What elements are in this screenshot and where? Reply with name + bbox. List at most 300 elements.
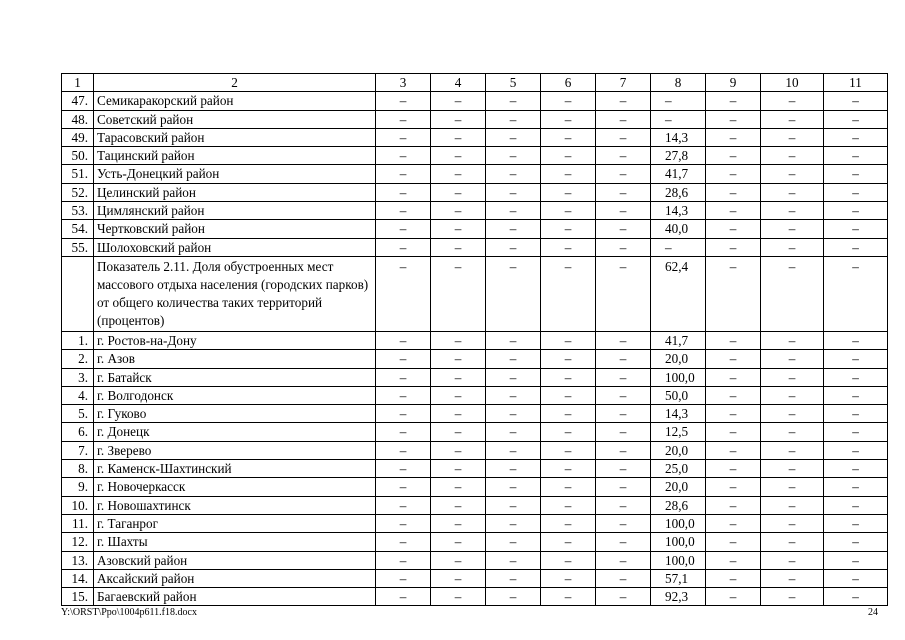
table-cell-col-4: – <box>431 183 486 201</box>
footer-page-number: 24 <box>868 607 878 618</box>
table-cell-col-6: – <box>541 405 596 423</box>
table-cell-col-6: – <box>541 496 596 514</box>
table-cell-col-11: – <box>824 256 888 331</box>
table-cell-col-11: – <box>824 92 888 110</box>
table-cell-col-10: – <box>761 533 824 551</box>
table-cell-col-5: – <box>486 405 541 423</box>
table-cell-col-5: – <box>486 368 541 386</box>
column-header: 11 <box>824 74 888 92</box>
table-cell-col-9: – <box>706 460 761 478</box>
table-cell-col-6: – <box>541 238 596 256</box>
table-cell-col-11: – <box>824 331 888 349</box>
table-cell-col-8: 50,0 <box>651 386 706 404</box>
table-cell-col-8: 41,7 <box>651 165 706 183</box>
table-row <box>62 165 888 183</box>
table-cell-col-5: – <box>486 331 541 349</box>
table-cell-col-5: – <box>486 460 541 478</box>
table-cell-col-7: – <box>596 128 651 146</box>
table-cell-col-5: – <box>486 147 541 165</box>
table-cell-col-7: – <box>596 165 651 183</box>
table-row <box>62 478 888 496</box>
table-cell-col-4: – <box>431 405 486 423</box>
table-cell-col-9: – <box>706 147 761 165</box>
row-number: 50. <box>62 147 94 165</box>
table-cell-col-10: – <box>761 588 824 606</box>
table-row <box>62 183 888 201</box>
table-cell-col-5: – <box>486 110 541 128</box>
table-cell-col-11: – <box>824 350 888 368</box>
table-cell-col-6: – <box>541 551 596 569</box>
table-cell-col-5: – <box>486 588 541 606</box>
table-cell-col-3: – <box>376 350 431 368</box>
table-cell-col-9: – <box>706 496 761 514</box>
table-cell-col-9: – <box>706 350 761 368</box>
table-cell-col-7: – <box>596 405 651 423</box>
table-cell-col-8: 20,0 <box>651 441 706 459</box>
table-cell-col-5: – <box>486 220 541 238</box>
table-cell-col-8: 20,0 <box>651 478 706 496</box>
column-header: 10 <box>761 74 824 92</box>
table-cell-col-9: – <box>706 92 761 110</box>
row-number: 52. <box>62 183 94 201</box>
table-cell-col-6: – <box>541 350 596 368</box>
row-number <box>62 256 94 331</box>
table-cell-col-11: – <box>824 220 888 238</box>
table-cell-col-8: 100,0 <box>651 514 706 532</box>
row-number: 53. <box>62 202 94 220</box>
table-row <box>62 220 888 238</box>
table-cell-col-8: 41,7 <box>651 331 706 349</box>
table-cell-col-8: 20,0 <box>651 350 706 368</box>
table-cell-col-4: – <box>431 202 486 220</box>
table-cell-col-3: – <box>376 147 431 165</box>
row-name: Показатель 2.11. Доля обустроенных мест массового отдыха населения (городских парков) от общего количества таких территорий (процентов) <box>94 256 376 331</box>
table-cell-col-3: – <box>376 569 431 587</box>
table-cell-col-8: – <box>651 92 706 110</box>
table-cell-col-7: – <box>596 533 651 551</box>
table-cell-col-3: – <box>376 202 431 220</box>
table-row <box>62 533 888 551</box>
table-cell-col-4: – <box>431 238 486 256</box>
column-header: 4 <box>431 74 486 92</box>
table-cell-col-11: – <box>824 588 888 606</box>
row-name: Целинский район <box>94 183 376 201</box>
row-name: Усть-Донецкий район <box>94 165 376 183</box>
table-cell-col-8: 100,0 <box>651 368 706 386</box>
table-cell-col-5: – <box>486 165 541 183</box>
row-name: г. Таганрог <box>94 514 376 532</box>
table-cell-col-3: – <box>376 405 431 423</box>
table-cell-col-9: – <box>706 514 761 532</box>
row-name: Цимлянский район <box>94 202 376 220</box>
table-cell-col-8: 100,0 <box>651 551 706 569</box>
table-cell-col-5: – <box>486 441 541 459</box>
table-cell-col-9: – <box>706 588 761 606</box>
table-cell-col-10: – <box>761 238 824 256</box>
table-cell-col-4: – <box>431 110 486 128</box>
table-cell-col-9: – <box>706 202 761 220</box>
table-cell-col-3: – <box>376 533 431 551</box>
column-header: 5 <box>486 74 541 92</box>
table-cell-col-4: – <box>431 350 486 368</box>
table-cell-col-9: – <box>706 478 761 496</box>
table-cell-col-4: – <box>431 441 486 459</box>
table-cell-col-7: – <box>596 368 651 386</box>
column-header: 6 <box>541 74 596 92</box>
table-cell-col-8: 28,6 <box>651 183 706 201</box>
table-cell-col-5: – <box>486 569 541 587</box>
table-cell-col-3: – <box>376 514 431 532</box>
table-cell-col-10: – <box>761 569 824 587</box>
table-cell-col-11: – <box>824 183 888 201</box>
table-cell-col-10: – <box>761 202 824 220</box>
table-cell-col-10: – <box>761 220 824 238</box>
table-cell-col-10: – <box>761 256 824 331</box>
table-row <box>62 551 888 569</box>
table-cell-col-11: – <box>824 514 888 532</box>
table-cell-col-6: – <box>541 441 596 459</box>
row-name: г. Новочеркасск <box>94 478 376 496</box>
table-cell-col-8: 40,0 <box>651 220 706 238</box>
table-cell-col-10: – <box>761 147 824 165</box>
row-number: 1. <box>62 331 94 349</box>
table-cell-col-9: – <box>706 569 761 587</box>
row-number: 54. <box>62 220 94 238</box>
table-cell-col-5: – <box>486 478 541 496</box>
table-cell-col-7: – <box>596 386 651 404</box>
table-cell-col-5: – <box>486 496 541 514</box>
table-cell-col-4: – <box>431 423 486 441</box>
table-cell-col-6: – <box>541 478 596 496</box>
row-name: Семикаракорский район <box>94 92 376 110</box>
table-cell-col-6: – <box>541 331 596 349</box>
table-cell-col-7: – <box>596 569 651 587</box>
table-header-row <box>62 74 888 92</box>
table-cell-col-7: – <box>596 202 651 220</box>
table-cell-col-11: – <box>824 405 888 423</box>
table-cell-col-3: – <box>376 110 431 128</box>
row-name: г. Новошахтинск <box>94 496 376 514</box>
row-name: Тарасовский район <box>94 128 376 146</box>
table-cell-col-7: – <box>596 220 651 238</box>
table-cell-col-8: 14,3 <box>651 202 706 220</box>
row-number: 51. <box>62 165 94 183</box>
table-cell-col-4: – <box>431 331 486 349</box>
table-cell-col-6: – <box>541 386 596 404</box>
table-cell-col-6: – <box>541 110 596 128</box>
table-cell-col-7: – <box>596 441 651 459</box>
table-cell-col-6: – <box>541 588 596 606</box>
row-name: г. Батайск <box>94 368 376 386</box>
table-cell-col-7: – <box>596 423 651 441</box>
table-cell-col-4: – <box>431 514 486 532</box>
table-row <box>62 128 888 146</box>
table-cell-col-9: – <box>706 386 761 404</box>
table-cell-col-5: – <box>486 533 541 551</box>
table-cell-col-9: – <box>706 441 761 459</box>
table-cell-col-4: – <box>431 386 486 404</box>
table-cell-col-11: – <box>824 496 888 514</box>
table-row <box>62 202 888 220</box>
row-name: г. Волгодонск <box>94 386 376 404</box>
table-cell-col-5: – <box>486 350 541 368</box>
table-cell-col-7: – <box>596 460 651 478</box>
table-cell-col-10: – <box>761 405 824 423</box>
table-cell-col-3: – <box>376 331 431 349</box>
table-cell-col-3: – <box>376 183 431 201</box>
table-cell-col-10: – <box>761 110 824 128</box>
table-cell-col-5: – <box>486 256 541 331</box>
table-cell-col-11: – <box>824 165 888 183</box>
table-cell-col-3: – <box>376 460 431 478</box>
table-cell-col-10: – <box>761 92 824 110</box>
table-cell-col-11: – <box>824 128 888 146</box>
table-cell-col-8: 57,1 <box>651 569 706 587</box>
row-number: 3. <box>62 368 94 386</box>
table-cell-col-9: – <box>706 551 761 569</box>
row-number: 6. <box>62 423 94 441</box>
table-cell-col-3: – <box>376 478 431 496</box>
column-header: 2 <box>94 74 376 92</box>
table-cell-col-6: – <box>541 256 596 331</box>
row-number: 9. <box>62 478 94 496</box>
table-cell-col-5: – <box>486 551 541 569</box>
table-cell-col-6: – <box>541 147 596 165</box>
table-cell-col-11: – <box>824 202 888 220</box>
table-cell-col-6: – <box>541 165 596 183</box>
row-number: 7. <box>62 441 94 459</box>
table-cell-col-10: – <box>761 551 824 569</box>
table-row <box>62 423 888 441</box>
table-cell-col-6: – <box>541 220 596 238</box>
table-cell-col-7: – <box>596 588 651 606</box>
table-row <box>62 110 888 128</box>
column-header: 1 <box>62 74 94 92</box>
table-cell-col-4: – <box>431 147 486 165</box>
table-cell-col-8: 25,0 <box>651 460 706 478</box>
table-row <box>62 331 888 349</box>
table-cell-col-4: – <box>431 92 486 110</box>
table-row <box>62 147 888 165</box>
table-row <box>62 256 888 331</box>
table-cell-col-10: – <box>761 478 824 496</box>
row-number: 15. <box>62 588 94 606</box>
table-row <box>62 569 888 587</box>
table-cell-col-9: – <box>706 256 761 331</box>
table-cell-col-11: – <box>824 569 888 587</box>
table-cell-col-10: – <box>761 514 824 532</box>
table-cell-col-3: – <box>376 441 431 459</box>
table-cell-col-5: – <box>486 92 541 110</box>
row-name: Багаевский район <box>94 588 376 606</box>
table-cell-col-5: – <box>486 423 541 441</box>
table-cell-col-7: – <box>596 256 651 331</box>
table-row <box>62 496 888 514</box>
column-header: 9 <box>706 74 761 92</box>
row-number: 13. <box>62 551 94 569</box>
table-cell-col-11: – <box>824 386 888 404</box>
table-cell-col-7: – <box>596 110 651 128</box>
table-cell-col-4: – <box>431 165 486 183</box>
table-cell-col-11: – <box>824 478 888 496</box>
row-number: 55. <box>62 238 94 256</box>
row-name: г. Шахты <box>94 533 376 551</box>
table-cell-col-10: – <box>761 165 824 183</box>
table-cell-col-6: – <box>541 569 596 587</box>
column-header: 7 <box>596 74 651 92</box>
footer-file-path: Y:\ORST\Ppo\1004p611.f18.docx <box>61 607 197 618</box>
table-cell-col-7: – <box>596 350 651 368</box>
table-cell-col-4: – <box>431 460 486 478</box>
table-cell-col-8: – <box>651 238 706 256</box>
table-cell-col-4: – <box>431 368 486 386</box>
table-cell-col-9: – <box>706 405 761 423</box>
table-cell-col-8: 14,3 <box>651 405 706 423</box>
table-cell-col-8: 92,3 <box>651 588 706 606</box>
table-cell-col-3: – <box>376 423 431 441</box>
table-cell-col-7: – <box>596 551 651 569</box>
table-cell-col-7: – <box>596 331 651 349</box>
table-cell-col-11: – <box>824 147 888 165</box>
table-cell-col-10: – <box>761 496 824 514</box>
table-cell-col-4: – <box>431 588 486 606</box>
table-cell-col-3: – <box>376 368 431 386</box>
table-cell-col-9: – <box>706 331 761 349</box>
table-cell-col-3: – <box>376 588 431 606</box>
table-cell-col-4: – <box>431 569 486 587</box>
table-cell-col-4: – <box>431 128 486 146</box>
table-cell-col-8: 14,3 <box>651 128 706 146</box>
table-cell-col-4: – <box>431 496 486 514</box>
table-cell-col-9: – <box>706 183 761 201</box>
row-name: Чертковский район <box>94 220 376 238</box>
row-number: 49. <box>62 128 94 146</box>
table-cell-col-5: – <box>486 183 541 201</box>
table-row <box>62 460 888 478</box>
row-name: г. Донецк <box>94 423 376 441</box>
table-cell-col-4: – <box>431 551 486 569</box>
table-cell-col-4: – <box>431 256 486 331</box>
table-cell-col-5: – <box>486 238 541 256</box>
table-cell-col-3: – <box>376 92 431 110</box>
table-cell-col-7: – <box>596 514 651 532</box>
data-table <box>61 73 888 606</box>
table-row <box>62 368 888 386</box>
table-cell-col-10: – <box>761 350 824 368</box>
table-row <box>62 92 888 110</box>
table-cell-col-9: – <box>706 423 761 441</box>
table-row <box>62 441 888 459</box>
table-cell-col-3: – <box>376 386 431 404</box>
table-cell-col-7: – <box>596 238 651 256</box>
table-cell-col-8: 12,5 <box>651 423 706 441</box>
table-cell-col-10: – <box>761 423 824 441</box>
table-cell-col-4: – <box>431 478 486 496</box>
table-cell-col-9: – <box>706 533 761 551</box>
table-cell-col-3: – <box>376 256 431 331</box>
table-cell-col-6: – <box>541 183 596 201</box>
row-name: г. Зверево <box>94 441 376 459</box>
table-cell-col-10: – <box>761 386 824 404</box>
table-cell-col-4: – <box>431 533 486 551</box>
table-cell-col-6: – <box>541 368 596 386</box>
row-number: 2. <box>62 350 94 368</box>
table-cell-col-11: – <box>824 368 888 386</box>
row-number: 48. <box>62 110 94 128</box>
table-cell-col-5: – <box>486 202 541 220</box>
table-cell-col-9: – <box>706 110 761 128</box>
table-cell-col-5: – <box>486 514 541 532</box>
row-name: г. Азов <box>94 350 376 368</box>
table-cell-col-3: – <box>376 220 431 238</box>
table-cell-col-6: – <box>541 423 596 441</box>
table-cell-col-11: – <box>824 110 888 128</box>
row-number: 14. <box>62 569 94 587</box>
row-number: 12. <box>62 533 94 551</box>
table-cell-col-5: – <box>486 386 541 404</box>
table-cell-col-4: – <box>431 220 486 238</box>
row-number: 10. <box>62 496 94 514</box>
table-cell-col-3: – <box>376 128 431 146</box>
table-cell-col-3: – <box>376 165 431 183</box>
table-cell-col-8: 27,8 <box>651 147 706 165</box>
table-cell-col-10: – <box>761 128 824 146</box>
table-row <box>62 238 888 256</box>
table-cell-col-3: – <box>376 551 431 569</box>
table-cell-col-8: 62,4 <box>651 256 706 331</box>
row-number: 4. <box>62 386 94 404</box>
table-row <box>62 386 888 404</box>
table-cell-col-6: – <box>541 92 596 110</box>
table-cell-col-6: – <box>541 533 596 551</box>
table-cell-col-9: – <box>706 220 761 238</box>
table-cell-col-7: – <box>596 478 651 496</box>
table-cell-col-3: – <box>376 496 431 514</box>
table-cell-col-5: – <box>486 128 541 146</box>
row-name: г. Гуково <box>94 405 376 423</box>
table-cell-col-9: – <box>706 165 761 183</box>
row-name: г. Ростов-на-Дону <box>94 331 376 349</box>
table-cell-col-7: – <box>596 92 651 110</box>
column-header: 8 <box>651 74 706 92</box>
table-cell-col-7: – <box>596 183 651 201</box>
table-row <box>62 405 888 423</box>
table-cell-col-7: – <box>596 496 651 514</box>
table-cell-col-10: – <box>761 368 824 386</box>
table-cell-col-7: – <box>596 147 651 165</box>
table-row <box>62 588 888 606</box>
table-row <box>62 350 888 368</box>
row-number: 47. <box>62 92 94 110</box>
table-cell-col-10: – <box>761 183 824 201</box>
table-cell-col-9: – <box>706 128 761 146</box>
row-name: Шолоховский район <box>94 238 376 256</box>
table-row <box>62 514 888 532</box>
table-cell-col-11: – <box>824 551 888 569</box>
table-cell-col-11: – <box>824 238 888 256</box>
row-number: 5. <box>62 405 94 423</box>
table-cell-col-9: – <box>706 368 761 386</box>
table-cell-col-6: – <box>541 514 596 532</box>
table-cell-col-6: – <box>541 460 596 478</box>
table-cell-col-8: 28,6 <box>651 496 706 514</box>
row-name: г. Каменск-Шахтинский <box>94 460 376 478</box>
table-cell-col-10: – <box>761 441 824 459</box>
row-name: Тацинский район <box>94 147 376 165</box>
column-header: 3 <box>376 74 431 92</box>
row-name: Азовский район <box>94 551 376 569</box>
table-cell-col-9: – <box>706 238 761 256</box>
